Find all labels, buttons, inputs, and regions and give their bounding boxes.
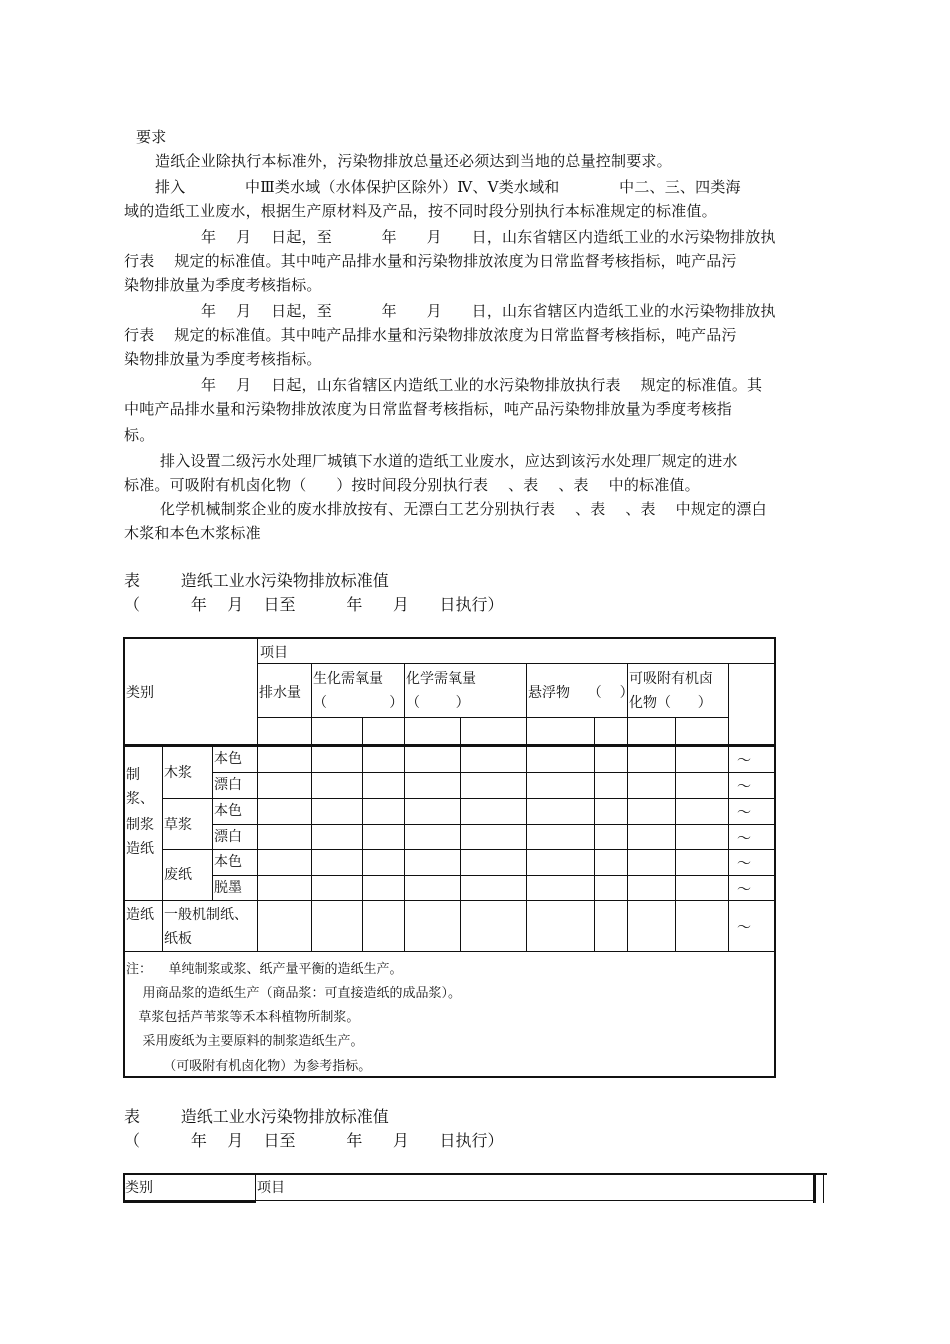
- col-cod: 化学需氧量: [406, 671, 476, 687]
- subgroup-straw: 草浆: [164, 817, 192, 833]
- row-label: 漂白: [214, 829, 242, 845]
- table-rule: [311, 663, 312, 951]
- subgroup-waste: 废纸: [164, 867, 192, 883]
- table-rule: [404, 663, 405, 951]
- tilde-mark: ～: [737, 831, 751, 847]
- table-note: 草浆包括芦苇浆等禾本科植物所制浆。: [126, 1010, 360, 1025]
- table1-caption: 表 造纸工业水污染物排放标准值: [124, 571, 389, 590]
- paragraph-line: 中吨产品排水量和污染物排放浓度为日常监督考核指标，吨产品污染物排放量为季度考核指: [124, 400, 733, 418]
- table-note: 用商品浆的造纸生产（商品浆：可直接造纸的成品浆）。: [126, 986, 462, 1001]
- table-rule: [627, 663, 628, 951]
- paragraph-heading: 要求: [136, 128, 167, 146]
- paragraph-line: 行表 规定的标准值。其中吨产品排水量和污染物排放浓度为日常监督考核指标，吨产品污: [124, 252, 737, 270]
- paragraph-line: 化学机械制浆企业的废水排放按有、无漂白工艺分别执行表 、表 、表 中规定的漂白: [160, 500, 767, 518]
- table-rule: [124, 951, 775, 952]
- table-rule: [362, 717, 363, 951]
- table-rule: [594, 717, 595, 951]
- tilde-mark: ～: [737, 753, 751, 769]
- table-rule: [255, 1200, 815, 1201]
- table-rule: [212, 746, 213, 900]
- paragraph-line: 排入 中Ⅲ类水域（水体保护区除外）Ⅳ、Ⅴ类水域和 中二、三、四类海: [155, 178, 741, 196]
- group-label: 浆、: [126, 791, 154, 807]
- table-rule: [257, 663, 775, 664]
- table-rule: [823, 1173, 824, 1203]
- table-rule: [255, 1173, 256, 1203]
- paragraph-line: 年 月 日起，至 年 月 日，山东省辖区内造纸工业的水污染物排放执: [201, 228, 776, 246]
- table-rule: [257, 638, 258, 951]
- col-drainage: 排水量: [259, 685, 301, 701]
- row-label: 本色: [214, 751, 242, 767]
- row-label: 本色: [214, 854, 242, 870]
- row-label: 脱墨: [214, 880, 242, 896]
- paragraph-line: 造纸企业除执行本标准外，污染物排放总量还必须达到当地的总量控制要求。: [155, 152, 672, 170]
- header-item: 项目: [260, 645, 288, 661]
- paragraph-line: 年 月 日起，山东省辖区内造纸工业的水污染物排放执行表 规定的标准值。其: [201, 376, 763, 394]
- paragraph-line: 行表 规定的标准值。其中吨产品排水量和污染物排放浓度为日常监督考核指标，吨产品污: [124, 326, 737, 344]
- row-label: 漂白: [214, 777, 242, 793]
- col-aox-unit: 化物（ ）: [629, 695, 712, 711]
- table2-header-category: 类别: [125, 1180, 153, 1196]
- table-rule: [813, 1173, 816, 1203]
- table-rule: [212, 772, 775, 773]
- paragraph-line: 标准。可吸附有机卤化物（ ）按时间段分别执行表 、表 、表 中的标准值。: [124, 476, 700, 494]
- table2-subcaption: （ 年 月 日至 年 月 日执行）: [124, 1131, 504, 1150]
- col-aox: 可吸附有机卤: [629, 671, 713, 687]
- table-rule: [526, 663, 527, 951]
- table-note: 采用废纸为主要原料的制浆造纸生产。: [126, 1034, 364, 1049]
- table-rule: [257, 717, 728, 718]
- table-rule: [675, 717, 676, 951]
- table2: [123, 1173, 827, 1203]
- row-label: 本色: [214, 803, 242, 819]
- paragraph-line: 年 月 日起，至 年 月 日，山东省辖区内造纸工业的水污染物排放执: [201, 302, 776, 320]
- group-label: 造纸: [126, 841, 154, 857]
- paper-row: 一般机制纸、: [164, 907, 248, 923]
- col-bod: 生化需氧量: [313, 671, 383, 687]
- table-rule: [124, 744, 775, 747]
- table-rule: [124, 900, 775, 901]
- tilde-mark: ～: [737, 856, 751, 872]
- col-bod-unit: （ ）: [313, 695, 404, 711]
- paper-group: 造纸: [126, 907, 154, 923]
- table2-header-item: 项目: [257, 1180, 285, 1196]
- header-category: 类别: [126, 685, 154, 701]
- col-ss: 悬浮物 （ ）: [528, 685, 634, 701]
- paragraph-line: 标。: [124, 426, 155, 444]
- table-rule: [162, 798, 775, 799]
- tilde-mark: ～: [737, 779, 751, 795]
- table-rule: [460, 717, 461, 951]
- tilde-mark: ～: [737, 882, 751, 898]
- table2-caption: 表 造纸工业水污染物排放标准值: [124, 1107, 389, 1126]
- paragraph-line: 染物排放量为季度考核指标。: [124, 276, 322, 294]
- tilde-mark: ～: [737, 805, 751, 821]
- table-rule: [162, 849, 775, 850]
- table-rule: [123, 1200, 256, 1203]
- table-note: 注： 单纯制浆或浆、纸产量平衡的造纸生产。: [126, 962, 403, 977]
- table-rule: [212, 875, 775, 876]
- paragraph-line: 域的造纸工业废水，根据生产原材料及产品，按不同时段分别执行本标准规定的标准值。: [124, 202, 717, 220]
- tilde-mark: ～: [737, 920, 751, 936]
- table-rule: [123, 1173, 827, 1175]
- subgroup-wood: 木浆: [164, 765, 192, 781]
- table-rule: [212, 824, 775, 825]
- group-label: 制: [126, 767, 140, 783]
- paragraph-line: 木浆和本色木浆标准: [124, 524, 261, 542]
- table1-subcaption: （ 年 月 日至 年 月 日执行）: [124, 595, 504, 614]
- col-cod-unit: （ ）: [406, 695, 470, 711]
- group-label: 制浆: [126, 817, 154, 833]
- paper-row: 纸板: [164, 931, 192, 947]
- table-rule: [728, 663, 729, 951]
- paragraph-line: 排入设置二级污水处理厂城镇下水道的造纸工业废水，应达到该污水处理厂规定的进水: [160, 452, 738, 470]
- paragraph-line: 染物排放量为季度考核指标。: [124, 350, 322, 368]
- table-note: （可吸附有机卤化物）为参考指标。: [126, 1059, 372, 1074]
